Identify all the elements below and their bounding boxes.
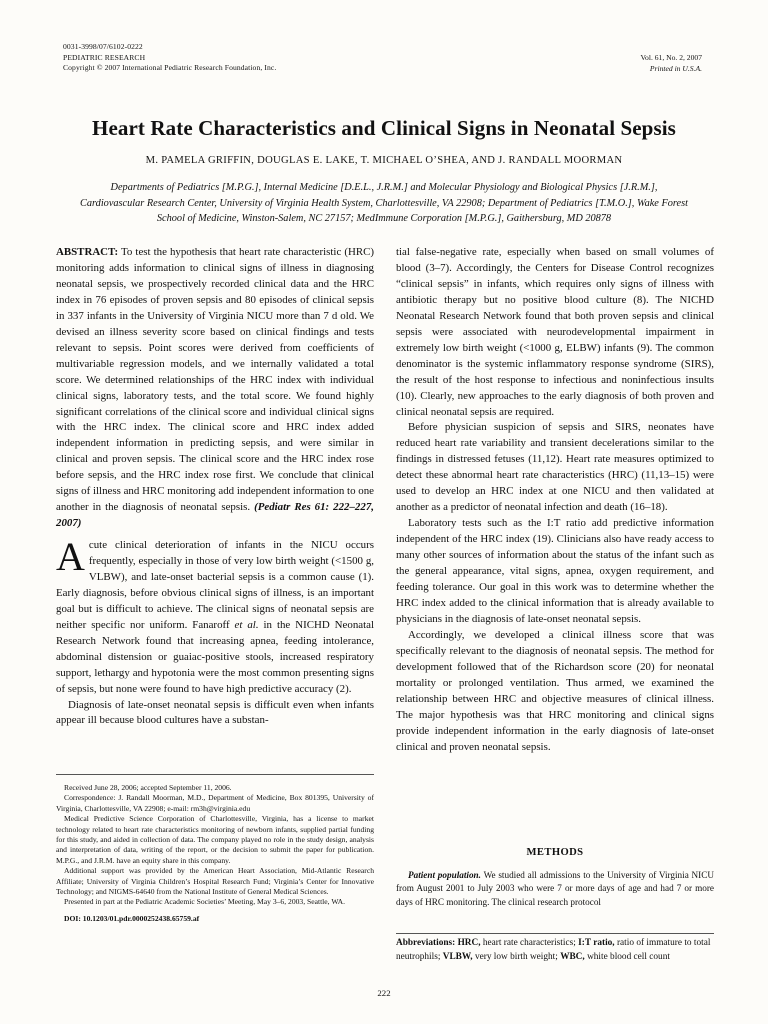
- page-number: 222: [377, 988, 391, 998]
- intro-paragraph-3: tial false-negative rate, especially when based on small volumes of blood (3–7). Accordingly, the Centers for Disease Control recognizes “clinical sepsis” in infants, which requires only signs of illness with antibiotic therapy but no positive blood culture (8). The NICHD Neonatal Research Network found that both proven sepsis and clinical sepsis were associated with neurodevelopmental impairment in extremely low birth weight (<1000 g, ELBW) infants (9). The common denominator is the systemic inflammatory response syndrome (SIRS), the result of the host response to infectious and noninfectious insults (10). Clearly, new approaches to the early diagnosis of both proven and clinical neonatal sepsis are required.: [396, 246, 714, 418]
- footnote-support: Additional support was provided by the American Heart Association, Mid-Atlantic Research Affiliate; University of Virginia Children’s Hospital Research Fund; Virginia’s Center for Innovative Technology; and NIGMS-64640 from the National Institute of General Medical Sciences.: [56, 866, 374, 897]
- journal-code: 0031-3998/07/6102-0222: [63, 42, 143, 51]
- methods-paragraph: Patient population. We studied all admissions to the University of Virginia NICU from August 2001 to July 2003 who were 7 or more days of age and had 7 or more days of HRC monitoring. The clinical research protocol: [396, 870, 715, 907]
- journal-name: PEDIATRIC RESEARCH: [63, 52, 146, 62]
- drop-cap: A: [56, 534, 85, 579]
- abstract-label: ABSTRACT:: [56, 246, 119, 258]
- footnote-received: Received June 28, 2006; accepted September 11, 2006.: [64, 783, 232, 792]
- intro-paragraph-4: Before physician suspicion of sepsis and SIRS, neonates have reduced heart rate variability and transient decelerations similar to the findings in distressed fetuses (11,12). Heart rate measures optimized to detect these abnormal heart rate characteristics (HRC) (11,13–15) were used to develop an HRC index at one NICU and then validated at another as a predictor of neonatal infection and death (16–18).: [396, 421, 714, 514]
- intro-paragraph-5: Laboratory tests such as the I:T ratio add predictive information independent of the HRC index (19). Clinicians also have ready access to many other sources of information about the status of the infant such as the general appearance, vital signs, apnea, oxygen requirement, and feeding tolerance. Our goal in this work was to determine whether the HRC index added to the clinical information that is already available to physicians in the diagnosis of late-onset neonatal sepsis.: [396, 517, 714, 625]
- article-title: Heart Rate Characteristics and Clinical Signs in Neonatal Sepsis: [92, 116, 676, 140]
- journal-header-right: [502, 53, 702, 74]
- footnote-presented: Presented in part at the Pediatric Academic Societies’ Meeting, May 3–6, 2003, Seattle, WA.: [64, 897, 346, 907]
- volume-issue: Vol. 61, No. 2, 2007: [640, 53, 702, 62]
- intro-paragraph-1: Acute clinical deterioration of infants in the NICU occurs frequently, especially in those of very low birth weight (<1500 g, VLBW), and late-onset bacterial sepsis is a common cause (1). Early diagnosis, before obvious clinical signs of illness, is an important goal but is difficult to achieve. The clinical signs of neonatal sepsis are neither specific nor uniform. Fanaroff et al. in the NICHD Neonatal Research Network found that increasing apnea, feeding intolerance, abdominal distension or guaiac-positive stools, increased respiratory support, lethargy and hypotonia were the most common presenting signs of sepsis, but none were found to have high predictive accuracy (2).: [56, 534, 374, 695]
- printed-in: Printed in U.S.A.: [649, 63, 702, 73]
- abstract-citation: (Pediatr Res 61: 222–227, 2007): [56, 501, 374, 530]
- abbreviations-label: Abbreviations:: [396, 938, 456, 948]
- intro-paragraph-6: Accordingly, we developed a clinical illness score that was specifically relevant to the diagnosis of neonatal sepsis. The method for development followed that of the Richardson score (20) for neonatal mortality or prolonged ventilation. Thus armed, we examined the relationship between HRC and objective measures of clinical illness. The major hypothesis was that HRC monitoring and clinical signs provide independent information in the early diagnosis of late-onset clinical and proven neonatal sepsis.: [396, 628, 714, 753]
- methods-heading: METHODS: [526, 847, 584, 858]
- author-list: M. PAMELA GRIFFIN, DOUGLAS E. LAKE, T. MICHAEL O’SHEA, AND J. RANDALL MOORMAN: [145, 155, 623, 166]
- journal-header-left: [63, 42, 423, 74]
- footnotes: [56, 783, 374, 924]
- intro-left-column: [56, 534, 374, 729]
- intro-right-column: [396, 245, 714, 756]
- copyright-line: Copyright © 2007 International Pediatric Research Foundation, Inc.: [63, 63, 277, 72]
- affiliations: Departments of Pediatrics [M.P.G.], Internal Medicine [D.E.L., J.R.M.] and Molecular Physiology and Biological Physics [J.R.M.], Cardiovascular Research Center, University of Virginia Health System, Charlottesville, VA 22908; Department of Pediatrics [T.M.O.], Wake Forest School of Medicine, Winston-Salem, NC 27157; MedImmune Corporation [M.P.G.], Gaithersburg, MD 20878: [80, 182, 688, 224]
- intro-paragraph-2: Diagnosis of late-onset neonatal sepsis is difficult even when infants appear ill because blood cultures have a substan-: [56, 698, 374, 727]
- doi-line: DOI: 10.1203/01.pdr.0000252438.65759.af: [64, 913, 200, 923]
- footnote-disclosure: Medical Predictive Science Corporation of Charlottesville, Virginia, has a license to market technology related to heart rate characteristics monitoring of newborn infants, supplied partial funding for this study, and aided in collection of data. The company played no role in the study design, analysis and interpretation of data, writing of the report, or the decision to submit the paper for publication. M.P.G., and J.R.M. have an equity share in this company.: [56, 814, 374, 865]
- abstract: [56, 245, 374, 532]
- footnote-divider: [56, 774, 374, 775]
- abstract-text: To test the hypothesis that heart rate characteristic (HRC) monitoring adds information to clinical signs of illness in diagnosing neonatal sepsis, we prospectively recorded clinical data and the HRC index in 76 episodes of proven sepsis and 80 episodes of clinical sepsis in 337 infants in the University of Virginia NICU more than 7 d old. We devised an illness severity score based on clinical findings and tests relevant to sepsis. Point scores were derived from coefficients of multivariable regression models, and we internally validated a total score. We determined relationships of the HRC index with individual clinical signs, laboratory tests, and the total score. We found highly significant correlations of the clinical score and individual clinical signs with the HRC index. The clinical score and HRC index added independent information in predicting sepsis, and were similar in clinical and proven sepsis. The clinical score and the HRC index rose before sepsis, and the HRC index rose first. We conclude that clinical signs of illness and HRC monitoring add independent information to one another in the diagnosis of neonatal sepsis.: [56, 246, 374, 514]
- footnote-correspondence: Correspondence: J. Randall Moorman, M.D., Department of Medicine, Box 801395, University of Virginia, Charlottesville, VA 22908; e-mail: rm3h@virginia.edu: [56, 793, 374, 813]
- abbreviations: Abbreviations: HRC, heart rate characteristics; I:T ratio, ratio of immature to total neutrophils; VLBW, very low birth weight; WBC, white blood cell count: [396, 938, 711, 963]
- methods-lead: Patient population.: [408, 870, 481, 880]
